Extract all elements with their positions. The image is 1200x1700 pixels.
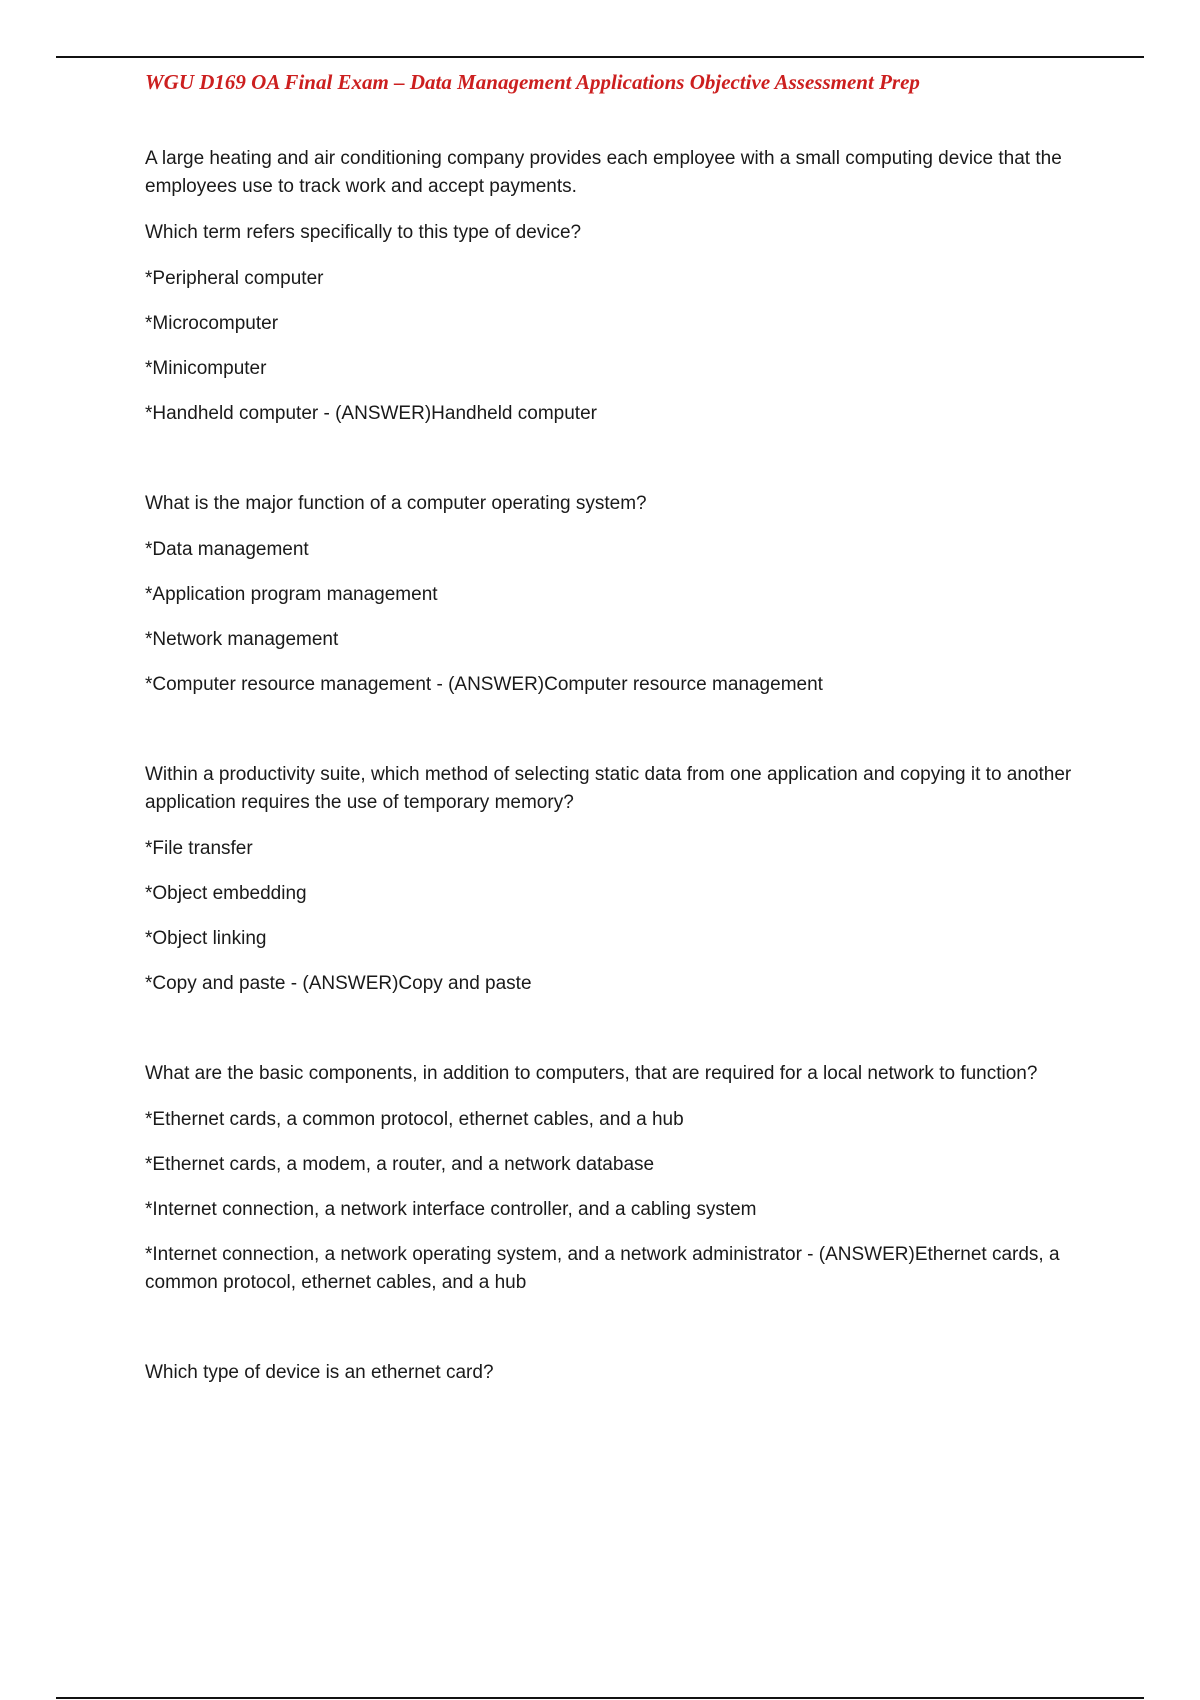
question-text: A large heating and air conditioning company provides each employee with a small computing device that the employees use to track work and accept payments.: [145, 148, 1062, 197]
answer-option: *Minicomputer: [145, 358, 267, 379]
question-3: [145, 761, 1090, 998]
document-title: WGU D169 OA Final Exam – Data Management Applications Objective Assessment Prep: [145, 70, 920, 94]
answer-option: *Object linking: [145, 928, 267, 949]
question-text: What is the major function of a computer operating system?: [145, 493, 647, 514]
answer-option: *Peripheral computer: [145, 268, 324, 289]
answer-option-with-answer: *Internet connection, a network operating system, and a network administrator - (ANSWER)Ethernet cards, a common protocol, ethernet cables, and a hub: [145, 1244, 1060, 1293]
question-text: Which type of device is an ethernet card?: [145, 1362, 494, 1383]
question-text: Within a productivity suite, which method of selecting static data from one application and copying it to another application requires the use of temporary memory?: [145, 764, 1072, 813]
answer-option-with-answer: *Computer resource management - (ANSWER)Computer resource management: [145, 674, 823, 695]
answer-option: *Ethernet cards, a common protocol, ethernet cables, and a hub: [145, 1109, 684, 1130]
answer-option: *Object embedding: [145, 883, 307, 904]
footer-rule: [56, 1697, 1144, 1699]
question-text: What are the basic components, in addition to computers, that are required for a local network to function?: [145, 1063, 1038, 1084]
answer-option: *File transfer: [145, 838, 253, 859]
answer-option: *Ethernet cards, a modem, a router, and a network database: [145, 1154, 655, 1175]
question-4: [145, 1060, 1090, 1297]
question-5: [145, 1359, 1090, 1387]
answer-option-with-answer: *Copy and paste - (ANSWER)Copy and paste: [145, 973, 532, 994]
answer-option: *Microcomputer: [145, 313, 279, 334]
answer-option: *Application program management: [145, 584, 438, 605]
question-prompt: Which term refers specifically to this type of device?: [145, 222, 582, 243]
header-rule: [56, 56, 1144, 58]
document-body: [145, 145, 1090, 1449]
question-2: [145, 490, 1090, 699]
question-1: [145, 145, 1090, 428]
answer-option: *Data management: [145, 539, 309, 560]
answer-option-with-answer: *Handheld computer - (ANSWER)Handheld computer: [145, 403, 597, 424]
answer-option: *Network management: [145, 629, 339, 650]
answer-option: *Internet connection, a network interface controller, and a cabling system: [145, 1199, 757, 1220]
